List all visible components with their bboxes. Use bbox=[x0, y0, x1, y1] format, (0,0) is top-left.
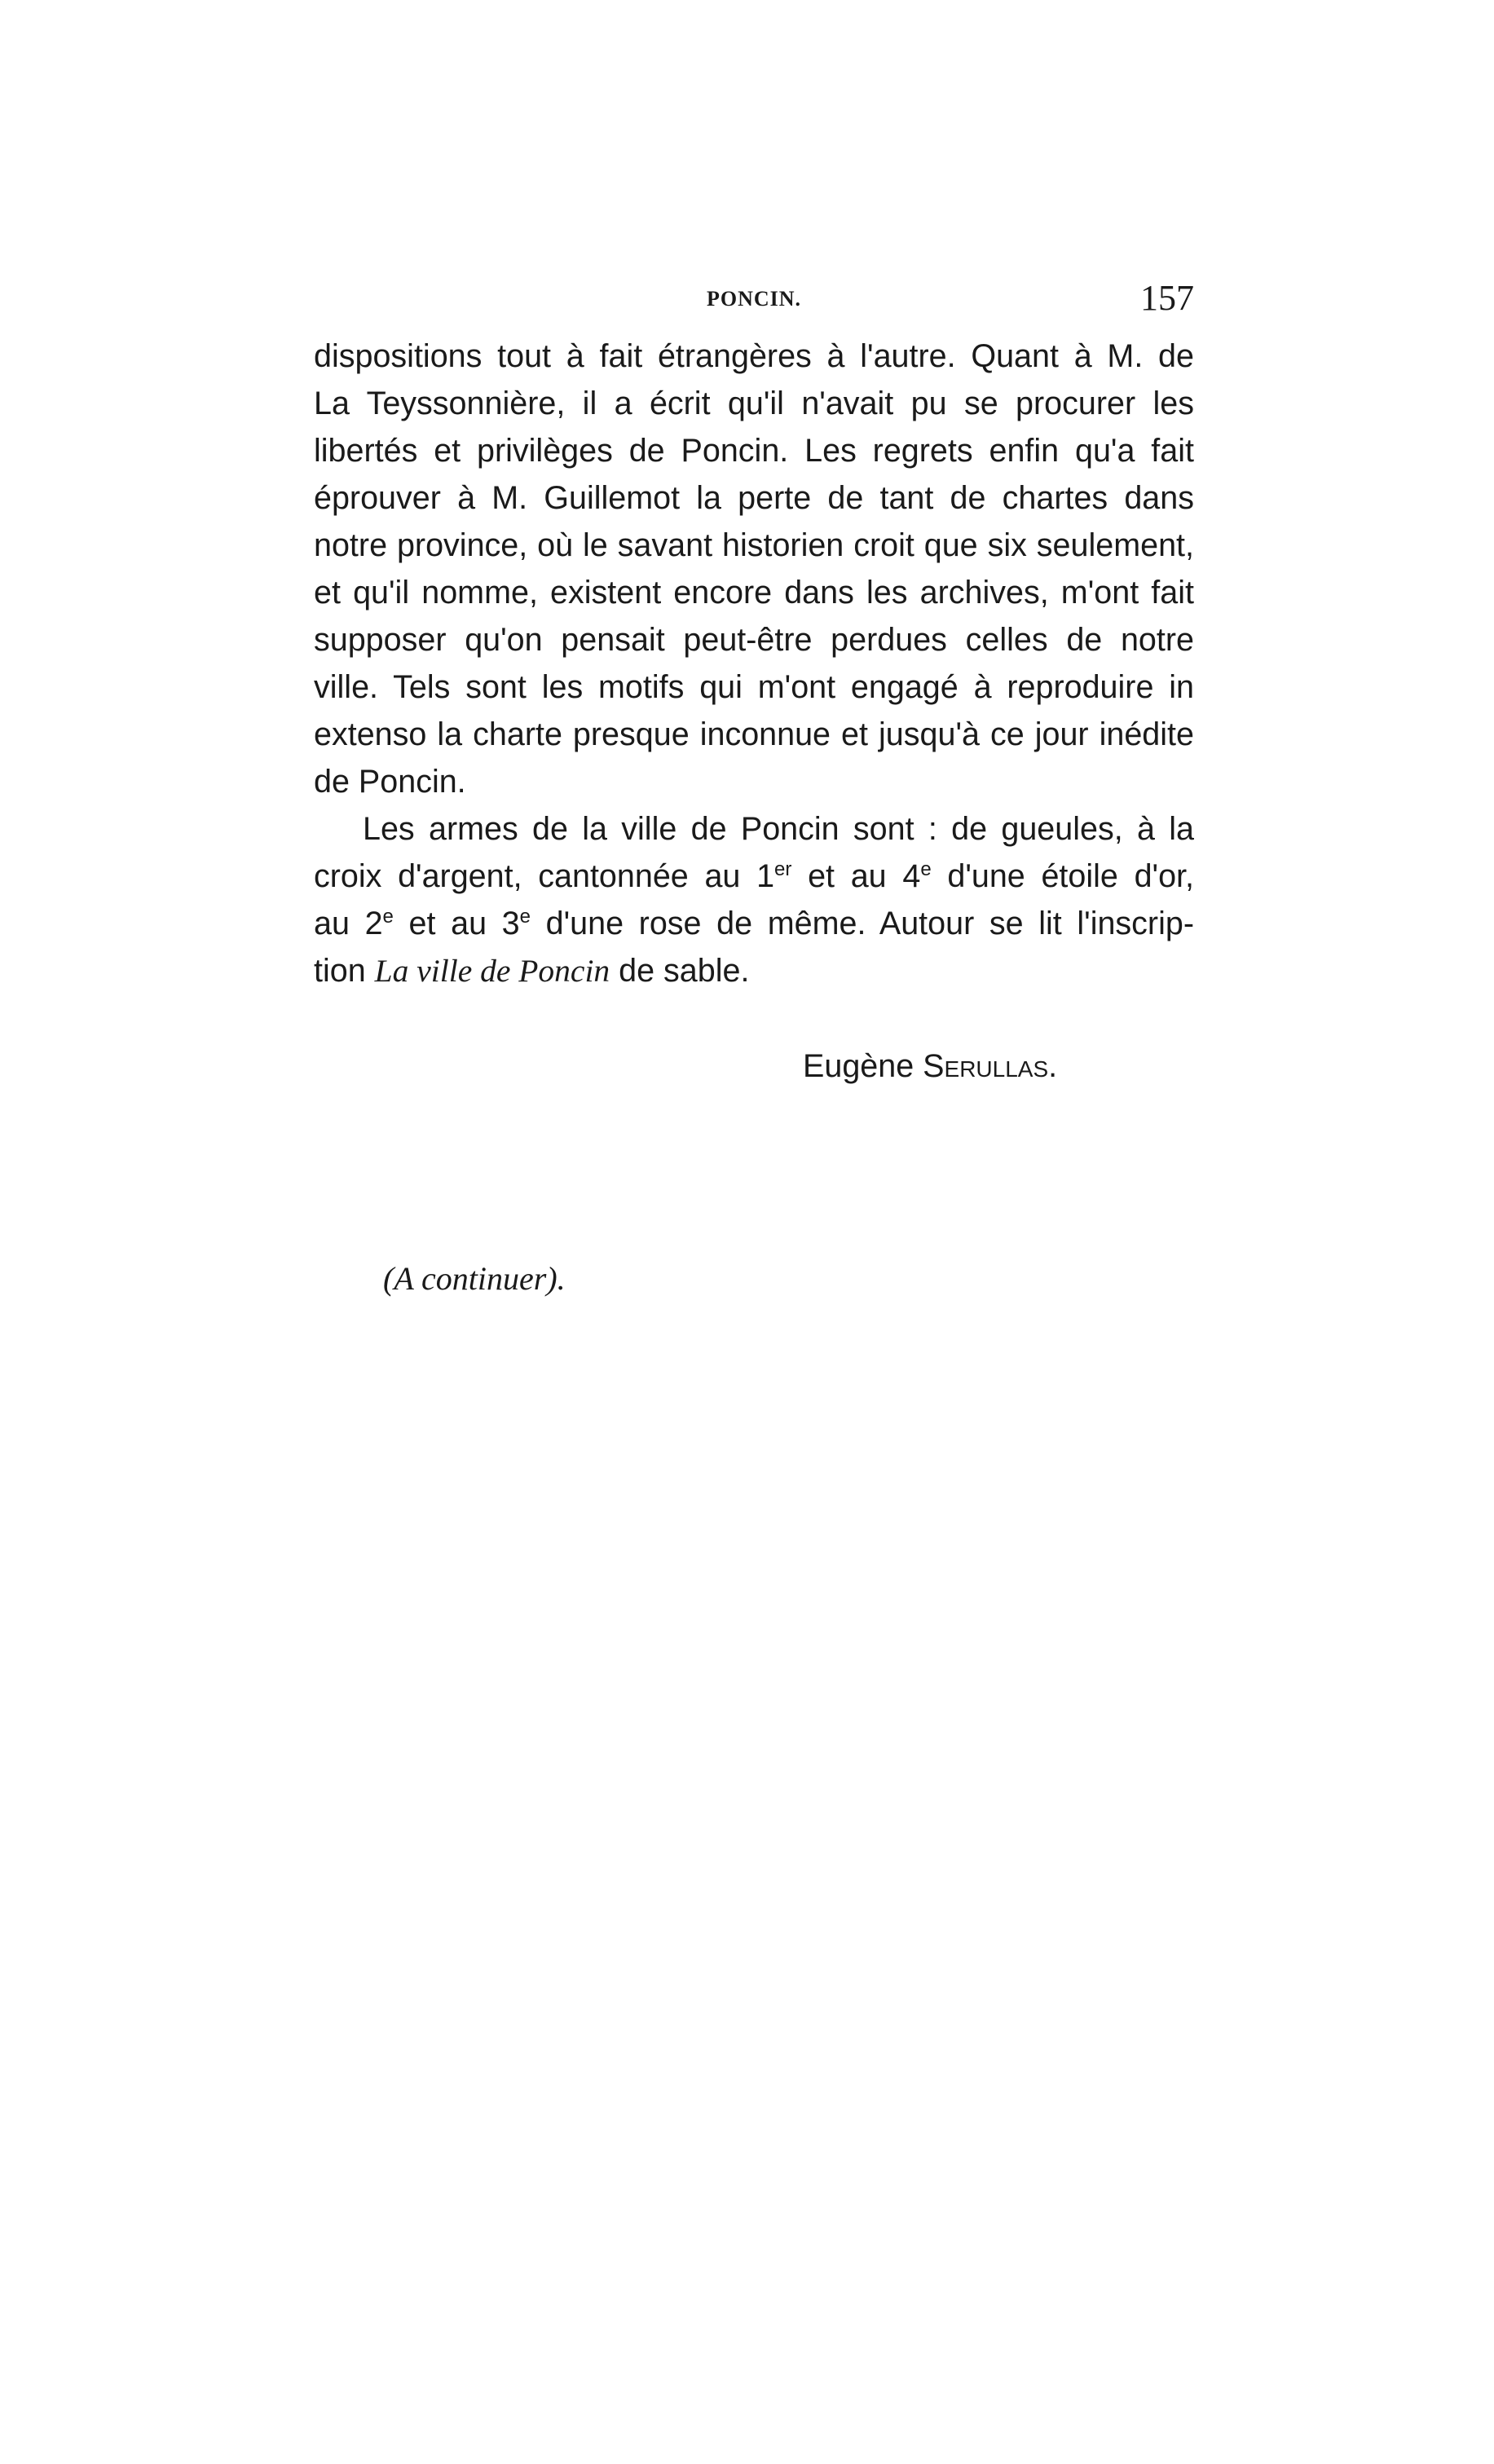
superscript: e bbox=[519, 905, 531, 928]
running-head bbox=[314, 277, 1194, 326]
italic-text: La ville de Poncin bbox=[374, 953, 610, 989]
text-line: éprouver à M. Guillemot la perte de tant de chartes dans bbox=[314, 480, 1194, 516]
continuation-note: (A continuer). bbox=[383, 1260, 566, 1297]
running-title: PONCIN. bbox=[706, 287, 802, 311]
paragraph-2 bbox=[314, 805, 1194, 994]
page-number: 157 bbox=[1140, 278, 1194, 318]
text-span: de sable. bbox=[610, 953, 750, 989]
text-span: au 2 bbox=[314, 906, 383, 941]
text-line: dispositions tout à fait étrangères à l'autre. Quant à M. de bbox=[314, 338, 1194, 374]
text-line bbox=[314, 853, 1194, 900]
text-line: notre province, où le savant historien croit que six seulement, bbox=[314, 527, 1194, 563]
signature bbox=[803, 1042, 1057, 1090]
text-line bbox=[314, 900, 1194, 947]
superscript: e bbox=[382, 905, 394, 928]
paragraph-1 bbox=[314, 333, 1194, 805]
text-line: ville. Tels sont les motifs qui m'ont engagé à reproduire in bbox=[314, 669, 1194, 705]
superscript: er bbox=[774, 857, 792, 880]
text-span: d'une rose de même. Autour se lit l'inscrip- bbox=[531, 906, 1194, 941]
text-span: tion bbox=[314, 953, 375, 989]
text-span: d'une étoile d'or, bbox=[931, 858, 1195, 894]
superscript: e bbox=[920, 857, 932, 880]
signature-last-name: Serullas. bbox=[923, 1048, 1058, 1084]
text-line bbox=[314, 947, 1194, 994]
text-span: et au 4 bbox=[791, 858, 921, 894]
body-text bbox=[314, 333, 1194, 994]
text-line: supposer qu'on pensait peut-être perdues celles de notre bbox=[314, 622, 1194, 658]
text-span: croix d'argent, cantonnée au 1 bbox=[314, 858, 775, 894]
text-line: et qu'il nomme, existent encore dans les archives, m'ont fait bbox=[314, 575, 1194, 610]
text-line: libertés et privilèges de Poncin. Les regrets enfin qu'a fait bbox=[314, 433, 1194, 469]
text-line: La Teyssonnière, il a écrit qu'il n'avait pu se procurer les bbox=[314, 386, 1194, 421]
signature-first-name: Eugène bbox=[803, 1048, 914, 1084]
text-line: de Poncin. bbox=[314, 764, 466, 800]
text-line: extenso la charte presque inconnue et jusqu'à ce jour inédite bbox=[314, 716, 1194, 752]
text-span: et au 3 bbox=[393, 906, 520, 941]
text-line: Les armes de la ville de Poncin sont : de gueules, à la bbox=[363, 811, 1194, 847]
